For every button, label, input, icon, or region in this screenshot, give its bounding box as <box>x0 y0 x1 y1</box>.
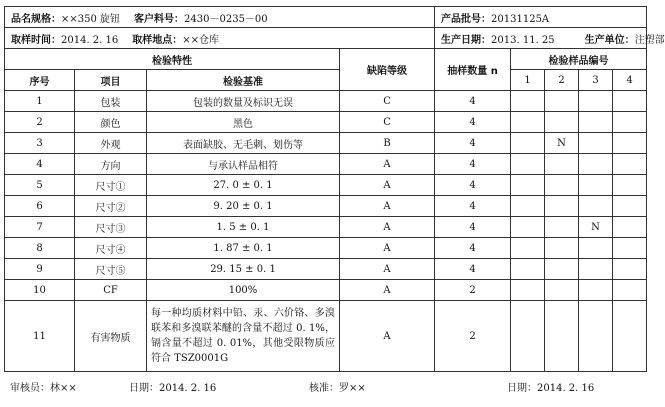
cell-sample-mark <box>613 280 647 301</box>
cell-level: A <box>340 238 435 259</box>
cell-qty: 4 <box>435 133 511 154</box>
cell-sample-mark <box>511 217 545 238</box>
cell-sample-mark: N <box>579 217 613 238</box>
cell-sample-mark <box>613 217 647 238</box>
cell-qty: 4 <box>435 259 511 280</box>
table-row <box>5 196 647 217</box>
cell-item: 尺寸① <box>75 175 147 196</box>
table-row <box>5 217 647 238</box>
cell-qty: 2 <box>435 280 511 301</box>
cell-level: A <box>340 154 435 175</box>
cell-sample-mark <box>545 196 579 217</box>
cell-item: 外观 <box>75 133 147 154</box>
cell-sample-mark <box>545 280 579 301</box>
cell-level: B <box>340 133 435 154</box>
cell-sample-mark: N <box>545 133 579 154</box>
table-row <box>5 133 647 154</box>
table-row <box>5 175 647 196</box>
cell-sample-mark <box>511 133 545 154</box>
cell-sample-mark <box>511 259 545 280</box>
cell-sample-mark <box>545 238 579 259</box>
cell-sample-mark <box>511 112 545 133</box>
cell-qty: 4 <box>435 175 511 196</box>
cell-sample-mark <box>579 112 613 133</box>
cell-sample-mark <box>613 154 647 175</box>
cell-sample-mark <box>511 91 545 112</box>
cell-item: 尺寸③ <box>75 217 147 238</box>
cell-sample-mark <box>545 301 579 372</box>
col-sample-2: 2 <box>545 70 579 91</box>
cell-seq: 8 <box>5 238 75 259</box>
cell-sample-mark <box>613 112 647 133</box>
approver: 核准：罗×× <box>309 383 366 394</box>
cell-criteria: 1. 5 ± 0. 1 <box>147 217 340 238</box>
cell-sample-mark <box>579 175 613 196</box>
cell-seq: 6 <box>5 196 75 217</box>
cell-sample-mark <box>579 133 613 154</box>
col-sample-numbers: 检验样品编号 <box>511 49 647 70</box>
cell-sample-mark <box>511 238 545 259</box>
col-sample-3: 3 <box>579 70 613 91</box>
cell-qty: 4 <box>435 91 511 112</box>
cell-sample-mark <box>579 154 613 175</box>
cell-item: 方向 <box>75 154 147 175</box>
cell-seq: 9 <box>5 259 75 280</box>
cell-sample-mark <box>545 91 579 112</box>
cell-qty: 2 <box>435 301 511 372</box>
cell-sample-mark <box>511 196 545 217</box>
cell-sample-mark <box>545 112 579 133</box>
col-sample-1: 1 <box>511 70 545 91</box>
cell-sample-mark <box>545 217 579 238</box>
inspection-table <box>4 6 665 372</box>
cell-seq: 3 <box>5 133 75 154</box>
cell-criteria: 100% <box>147 280 340 301</box>
col-criteria: 检验基准 <box>147 70 340 91</box>
col-seq: 序号 <box>5 70 75 91</box>
table-row <box>5 259 647 280</box>
review-date: 日期：2014. 2. 16 <box>129 383 217 394</box>
cell-sample-mark <box>511 280 545 301</box>
cell-item: 尺寸② <box>75 196 147 217</box>
cell-level: A <box>340 175 435 196</box>
table-row <box>5 154 647 175</box>
cell-sample-mark <box>511 301 545 372</box>
cell-seq: 11 <box>5 301 75 372</box>
cell-sample-mark <box>579 280 613 301</box>
header-row-1-right: 产品批号：20131125A <box>435 7 647 28</box>
inspection-sheet <box>4 6 665 372</box>
cell-seq: 5 <box>5 175 75 196</box>
cell-item: 有害物质 <box>75 301 147 372</box>
cell-criteria: 1. 87 ± 0. 1 <box>147 238 340 259</box>
cell-sample-mark <box>579 196 613 217</box>
header-row-2-left: 取样时间：2014. 2. 16 取样地点：××仓库 <box>5 28 435 49</box>
cell-sample-mark <box>613 301 647 372</box>
cell-qty: 4 <box>435 196 511 217</box>
cell-sample-mark <box>579 91 613 112</box>
cell-criteria: 黑色 <box>147 112 340 133</box>
reviewer: 审核员：林×× <box>10 383 77 394</box>
cell-item: 颜色 <box>75 112 147 133</box>
approve-date: 日期：2014. 2. 16 <box>507 383 595 394</box>
cell-level: A <box>340 301 435 372</box>
col-item: 项目 <box>75 70 147 91</box>
cell-sample-mark <box>511 154 545 175</box>
cell-qty: 4 <box>435 238 511 259</box>
cell-level: A <box>340 217 435 238</box>
header-row-1-left: 品名规格：××350 旋钮 客户料号：2430－0235－00 <box>5 7 435 28</box>
cell-item: 包装 <box>75 91 147 112</box>
cell-seq: 4 <box>5 154 75 175</box>
cell-level: A <box>340 259 435 280</box>
cell-qty: 4 <box>435 217 511 238</box>
cell-sample-mark <box>579 238 613 259</box>
table-row <box>5 91 647 112</box>
signature-footer <box>4 377 646 395</box>
table-row <box>5 112 647 133</box>
cell-seq: 10 <box>5 280 75 301</box>
cell-sample-mark <box>545 175 579 196</box>
cell-qty: 4 <box>435 112 511 133</box>
cell-level: A <box>340 196 435 217</box>
col-sample-qty: 抽样数量 n <box>435 49 511 91</box>
cell-sample-mark <box>613 259 647 280</box>
col-sample-4: 4 <box>613 70 647 91</box>
cell-sample-mark <box>613 133 647 154</box>
cell-criteria: 与承认样品相符 <box>147 154 340 175</box>
cell-seq: 7 <box>5 217 75 238</box>
cell-item: 尺寸⑤ <box>75 259 147 280</box>
cell-sample-mark <box>545 259 579 280</box>
col-defect-level: 缺陷等级 <box>340 49 435 91</box>
cell-seq: 2 <box>5 112 75 133</box>
col-inspection-characteristics: 检验特性 <box>5 49 340 70</box>
cell-sample-mark <box>579 301 613 372</box>
cell-criteria: 表面缺胶、无毛刺、划伤等 <box>147 133 340 154</box>
cell-criteria: 29. 15 ± 0. 1 <box>147 259 340 280</box>
cell-level: C <box>340 112 435 133</box>
cell-sample-mark <box>613 175 647 196</box>
table-row <box>5 238 647 259</box>
cell-item: CF <box>75 280 147 301</box>
cell-sample-mark <box>511 175 545 196</box>
cell-qty: 4 <box>435 154 511 175</box>
cell-criteria: 9. 20 ± 0. 1 <box>147 196 340 217</box>
cell-sample-mark <box>613 91 647 112</box>
cell-criteria: 包装的数量及标识无误 <box>147 91 340 112</box>
cell-sample-mark <box>579 259 613 280</box>
cell-criteria: 27. 0 ± 0. 1 <box>147 175 340 196</box>
cell-seq: 1 <box>5 91 75 112</box>
cell-criteria: 每一种均质材料中铅、汞、六价铬、多溴联苯和多溴联苯醚的含量不超过 0. 1%，镉含量不超过 0. 01%，其他受限物质应符合 TSZ0001G <box>147 301 340 372</box>
cell-sample-mark <box>613 238 647 259</box>
cell-sample-mark <box>613 196 647 217</box>
cell-sample-mark <box>545 154 579 175</box>
header-row-2-right: 生产日期：2013. 11. 25 生产单位：注塑部 <box>435 28 647 49</box>
cell-level: C <box>340 91 435 112</box>
cell-level: A <box>340 280 435 301</box>
table-row <box>5 280 647 301</box>
cell-item: 尺寸④ <box>75 238 147 259</box>
